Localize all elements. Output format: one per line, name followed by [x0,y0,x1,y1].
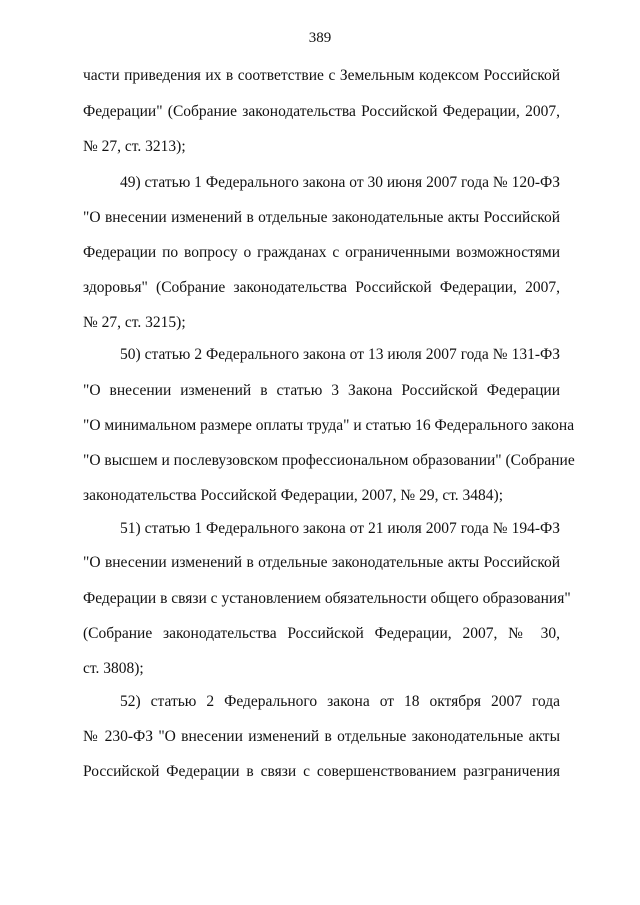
text-line: части приведения их в соответствие с Земельным кодексом Российской [83,67,560,84]
text-line: Федерации в связи с установлением обязательности общего образования" [83,590,571,607]
text-line: "О высшем и послевузовском профессиональном образовании" (Собрание [83,452,575,469]
page-number: 389 [308,30,332,46]
text-line: законодательства Российской Федерации, 2007, № 29, ст. 3484); [83,487,504,504]
text-line: № 27, ст. 3215); [83,314,186,331]
text-line: 51) статью 1 Федерального закона от 21 июля 2007 года № 194-ФЗ [120,520,560,537]
text-line: № 27, ст. 3213); [83,138,186,155]
text-line: "О минимальном размере оплаты труда" и статью 16 Федерального закона [83,417,575,434]
text-line: № 230-ФЗ "О внесении изменений в отдельные законодательные акты [83,728,560,745]
text-line: здоровья" (Собрание законодательства Российской Федерации, 2007, [83,279,560,296]
text-line: (Собрание законодательства Российской Федерации, 2007, № 30, [83,625,560,642]
text-line: ст. 3808); [83,660,144,677]
text-line: Российской Федерации в связи с совершенствованием разграничения [83,763,560,780]
text-line: Федерации по вопросу о гражданах с ограниченными возможностями [83,244,560,261]
text-line: "О внесении изменений в отдельные законодательные акты Российской [83,554,560,571]
text-line: 50) статью 2 Федерального закона от 13 июля 2007 года № 131-ФЗ [120,346,560,363]
text-line: 49) статью 1 Федерального закона от 30 июня 2007 года № 120-ФЗ [120,174,560,191]
text-line: Федерации" (Собрание законодательства Российской Федерации, 2007, [83,103,560,120]
text-line: "О внесении изменений в статью 3 Закона Российской Федерации [83,382,560,399]
text-line: 52) статью 2 Федерального закона от 18 октября 2007 года [120,693,560,710]
text-line: "О внесении изменений в отдельные законодательные акты Российской [83,209,560,226]
